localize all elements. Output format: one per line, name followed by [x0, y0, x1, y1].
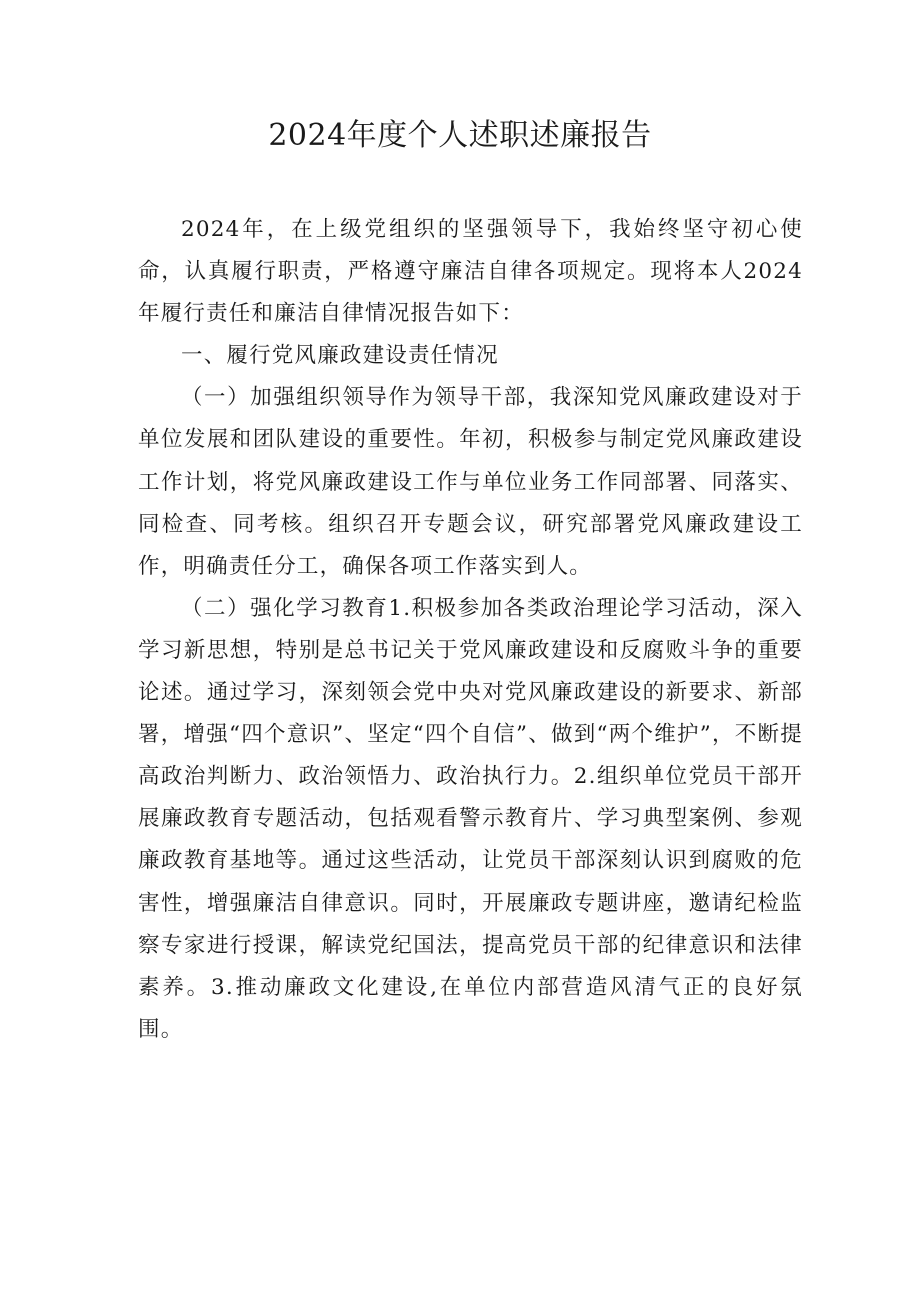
- document-body: [138, 209, 803, 1051]
- paragraph-education: （二）强化学习教育1.积极参加各类政治理论学习活动，深入学习新思想，特别是总书记关于党风廉政建设和反腐败斗争的重要论述。通过学习，深刻领会党中央对党风廉政建设的新要求、新部署，增强“四个意识”、坚定“四个自信”、做到“两个维护”，不断提高政治判断力、政治领悟力、政治执行力。2.组织单位党员干部开展廉政教育专题活动，包括观看警示教育片、学习典型案例、参观廉政教育基地等。通过这些活动，让党员干部深刻认识到腐败的危害性，增强廉洁自律意识。同时，开展廉政专题讲座，邀请纪检监察专家进行授课，解读党纪国法，提高党员干部的纪律意识和法律素养。3.推动廉政文化建设,在单位内部营造风清气正的良好氛围。: [138, 595, 803, 1042]
- section-heading-1: 一、履行党风廉政建设责任情况: [181, 343, 499, 369]
- paragraph-organization: （一）加强组织领导作为领导干部，我深知党风廉政建设对于单位发展和团队建设的重要性。年初，积极参与制定党风廉政建设工作计划，将党风廉政建设工作与单位业务工作同部署、同落实、同检查、同考核。组织召开专题会议，研究部署党风廉政建设工作，明确责任分工，确保各项工作落实到人。: [138, 385, 803, 579]
- document-title: 2024年度个人述职述廉报告: [268, 118, 652, 153]
- paragraph-intro: 2024年，在上级党组织的坚强领导下，我始终坚守初心使命，认真履行职责，严格遵守廉洁自律各项规定。现将本人2024年履行责任和廉洁自律情况报告如下：: [138, 217, 803, 327]
